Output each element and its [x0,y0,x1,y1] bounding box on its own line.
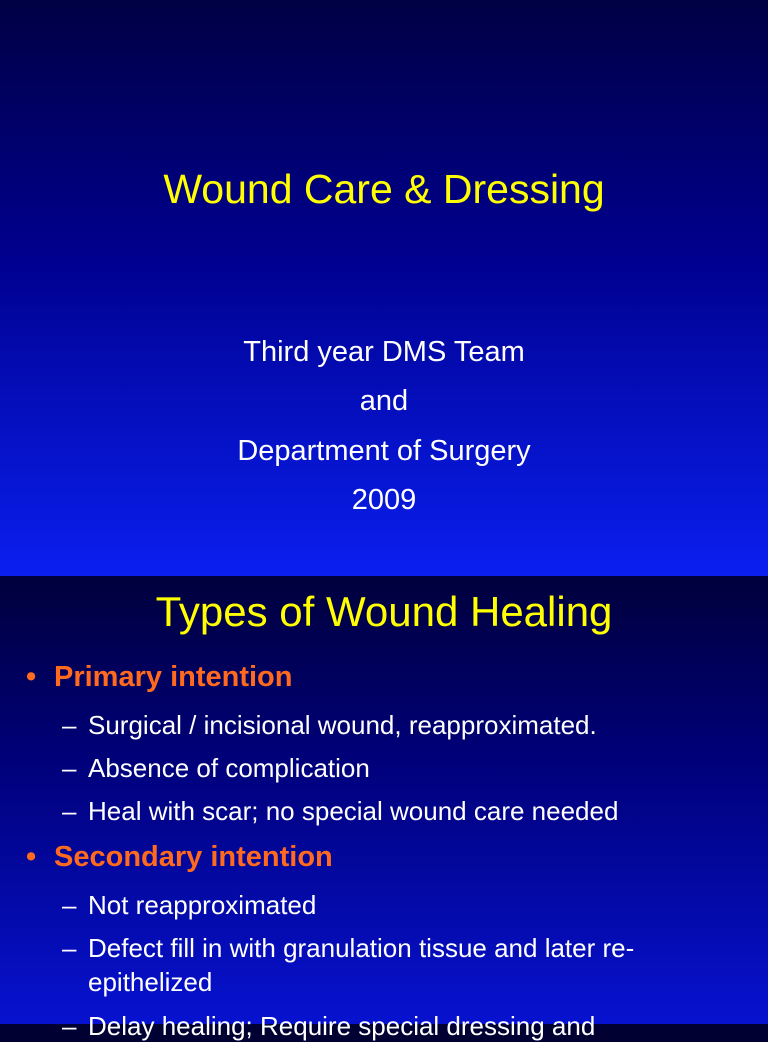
bullet-heading: Secondary intention [54,841,333,873]
dash-glyph: – [62,753,77,783]
bullet-glyph: • [26,841,37,873]
bullet-primary-intention [26,661,293,694]
bullet-secondary-intention [26,841,333,874]
sub-item [62,933,634,964]
dash-glyph: – [62,933,77,963]
sub-item-text: Absence of complication [88,753,370,783]
dash-glyph: – [62,1011,77,1041]
bullet-heading: Primary intention [54,661,293,693]
sub-item [62,890,316,921]
bullet-glyph: • [26,661,37,693]
subtitle-line: Third year DMS Team [243,336,525,368]
subtitle-line: Department of Surgery [237,435,531,467]
subtitle-line: 2009 [351,484,417,516]
subtitle-line: and [359,385,409,417]
sub-item-text: Defect fill in with granulation tissue and later re- [88,933,635,963]
sub-item-text: Delay healing; Require special dressing and [88,1011,596,1041]
sub-item-text: Not reapproximated [88,890,317,920]
content-slide [0,576,768,1041]
dash-glyph: – [62,890,77,920]
slide-title: Types of Wound Healing [155,588,613,635]
sub-item-text: Surgical / incisional wound, reapproximated. [88,710,597,740]
sub-item-text: Heal with scar; no special wound care needed [88,796,619,826]
dash-glyph: – [62,796,77,826]
dash-glyph: – [62,710,77,740]
sub-item-continuation: epithelized [88,967,213,997]
sub-item [62,753,370,784]
sub-item [62,796,618,827]
sub-item [62,710,597,741]
sub-item [62,1011,595,1042]
slide-title: Wound Care & Dressing [163,166,605,212]
